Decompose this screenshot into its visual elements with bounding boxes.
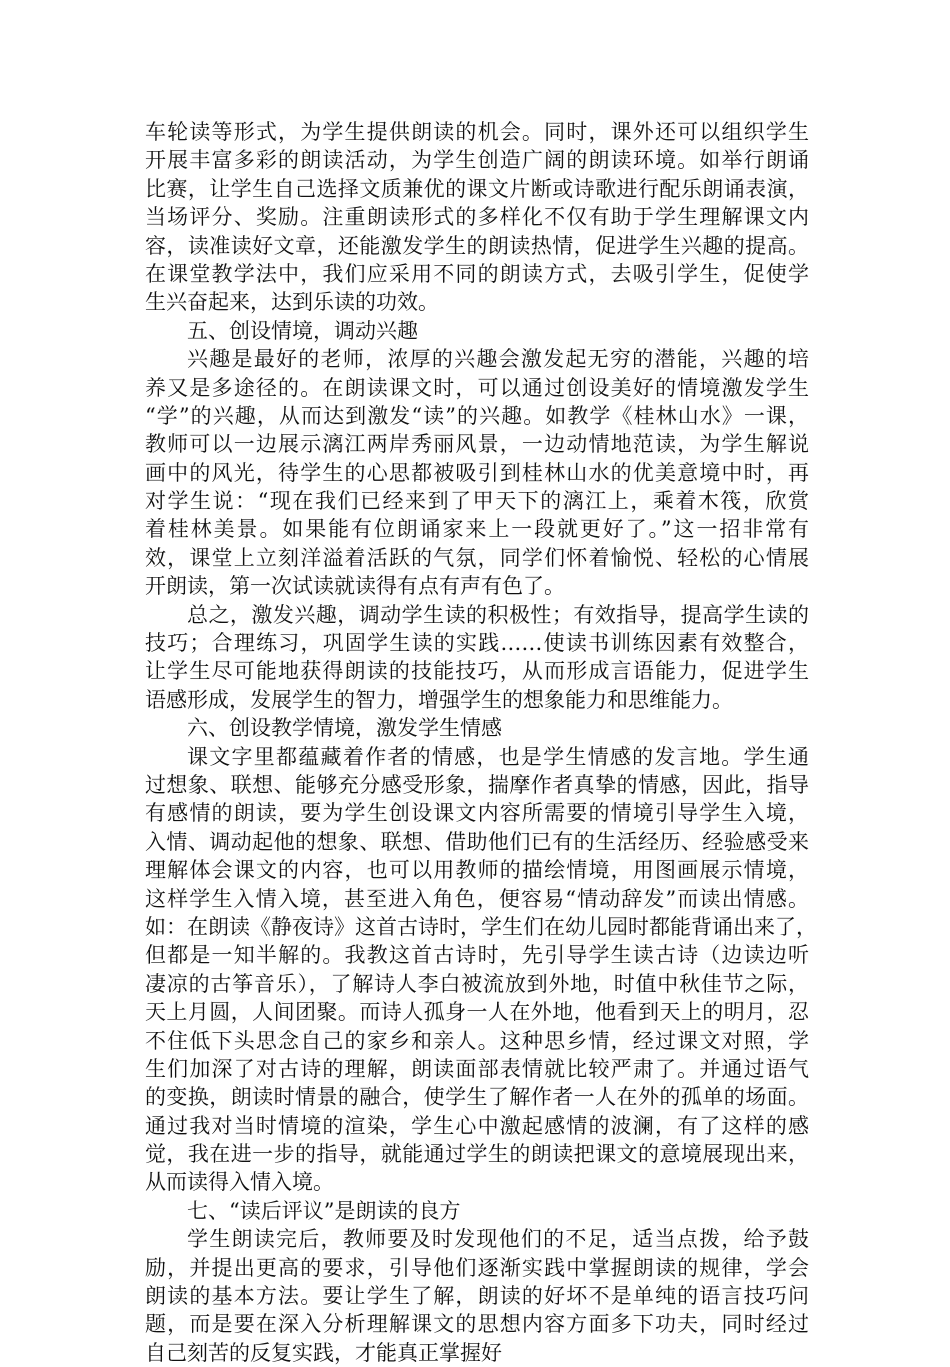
text-line: 五、创设情境，调动兴趣 xyxy=(187,318,418,343)
text-line: 生兴奋起来，达到乐读的功效。 xyxy=(145,290,439,315)
text-line: 学生朗读完后，教师要及时发现他们的不足，适当点拨，给予鼓 xyxy=(187,1227,809,1252)
document-page xyxy=(145,118,817,1367)
text-line: 自己刻苦的反复实践，才能真正掌握好 xyxy=(145,1340,502,1365)
text-line: “学”的兴趣，从而达到激发“读”的兴趣。如教学《桂林山水》一课， xyxy=(145,403,809,428)
text-line: 不住低下头思念自己的家乡和亲人。这种思乡情，经过课文对照，学 xyxy=(145,1028,809,1053)
text-line: 的变换，朗读时情景的融合，使学生了解作者一人在外的孤单的场面。 xyxy=(145,1085,809,1110)
text-line: 题，而是要在深入分析理解课文的思想内容方面多下功夫，同时经过 xyxy=(145,1312,809,1337)
text-line: 但都是一知半解的。我教这首古诗时，先引导学生读古诗（边读边听 xyxy=(145,943,809,968)
text-line: 效，课堂上立刻洋溢着活跃的气氛，同学们怀着愉悦、轻松的心情展 xyxy=(145,545,809,570)
text-line: 总之，激发兴趣，调动学生读的积极性；有效指导，提高学生读的 xyxy=(187,602,809,627)
text-line: 当场评分、奖励。注重朗读形式的多样化不仅有助于学生理解课文内 xyxy=(145,205,809,230)
text-line: 天上月圆，人间团聚。而诗人孤身一人在外地，他看到天上的明月，忍 xyxy=(145,1000,809,1025)
text-line: 比赛，让学生自己选择文质兼优的课文片断或诗歌进行配乐朗诵表演， xyxy=(145,176,809,201)
text-line: 养又是多途径的。在朗读课文时，可以通过创设美好的情境激发学生 xyxy=(145,375,809,400)
text-line: 励，并提出更高的要求，引导他们逐渐实践中掌握朗读的规律，学会 xyxy=(145,1255,809,1280)
text-line: 车轮读等形式，为学生提供朗读的机会。同时，课外还可以组织学生 xyxy=(145,120,809,144)
text-line: 这样学生入情入境，甚至进入角色，便容易“情动辞发”而读出情感。 xyxy=(145,886,809,911)
text-line: 技巧；合理练习，巩固学生读的实践……使读书训练因素有效整合， xyxy=(145,631,809,656)
text-line: 开展丰富多彩的朗读活动，为学生创造广阔的朗读环境。如举行朗诵 xyxy=(145,148,809,173)
text-line: 七、“读后评议”是朗读的良方 xyxy=(187,1198,461,1223)
text-line: 从而读得入情入境。 xyxy=(145,1170,334,1195)
text-line: 语感形成，发展学生的智力，增强学生的想象能力和思维能力。 xyxy=(145,687,733,712)
text-line: 凄凉的古筝音乐），了解诗人李白被流放到外地，时值中秋佳节之际， xyxy=(145,971,809,996)
text-line: 画中的风光，待学生的心思都被吸引到桂林山水的优美意境中时，再 xyxy=(145,460,809,485)
text-line: 让学生尽可能地获得朗读的技能技巧，从而形成言语能力，促进学生 xyxy=(145,659,809,684)
text-line: 对学生说：“现在我们已经来到了甲天下的漓江上，乘着木筏，欣赏 xyxy=(145,489,809,514)
text-line: 朗读的基本方法。要让学生了解，朗读的好坏不是单纯的语言技巧问 xyxy=(145,1284,809,1309)
text-line: 着桂林美景。如果能有位朗诵家来上一段就更好了。”这一招非常有 xyxy=(145,517,809,542)
text-line: 课文字里都蕴藏着作者的情感，也是学生情感的发言地。学生通 xyxy=(187,744,809,769)
text-line: 教师可以一边展示漓江两岸秀丽风景，一边动情地范读，为学生解说 xyxy=(145,432,809,457)
text-line: 通过我对当时情境的渲染，学生心中激起感情的波澜，有了这样的感 xyxy=(145,1113,809,1138)
text-line: 入情、调动起他的想象、联想、借助他们已有的生活经历、经验感受来 xyxy=(145,829,809,854)
text-line: 有感情的朗读，要为学生创设课文内容所需要的情境引导学生入境， xyxy=(145,801,809,826)
text-line: 理解体会课文的内容，也可以用教师的描绘情境，用图画展示情境， xyxy=(145,858,809,883)
text-line: 如：在朗读《静夜诗》这首古诗时，学生们在幼儿园时都能背诵出来了， xyxy=(145,914,817,939)
text-line: 过想象、联想、能够充分感受形象，揣摩作者真挚的情感，因此，指导 xyxy=(145,772,809,797)
text-line: 容，读准读好文章，还能激发学生的朗读热情，促进学生兴趣的提高。 xyxy=(145,233,809,258)
text-line: 六、创设教学情境，激发学生情感 xyxy=(187,716,502,741)
text-line: 在课堂教学法中，我们应采用不同的朗读方式，去吸引学生，促使学 xyxy=(145,261,809,286)
text-line: 开朗读，第一次试读就读得有点有声有色了。 xyxy=(145,574,565,599)
text-line: 觉，我在进一步的指导，就能通过学生的朗读把课文的意境展现出来， xyxy=(145,1142,809,1167)
text-line: 兴趣是最好的老师，浓厚的兴趣会激发起无穷的潜能，兴趣的培 xyxy=(187,347,809,372)
text-line: 生们加深了对古诗的理解，朗读面部表情就比较严肃了。并通过语气 xyxy=(145,1056,809,1081)
